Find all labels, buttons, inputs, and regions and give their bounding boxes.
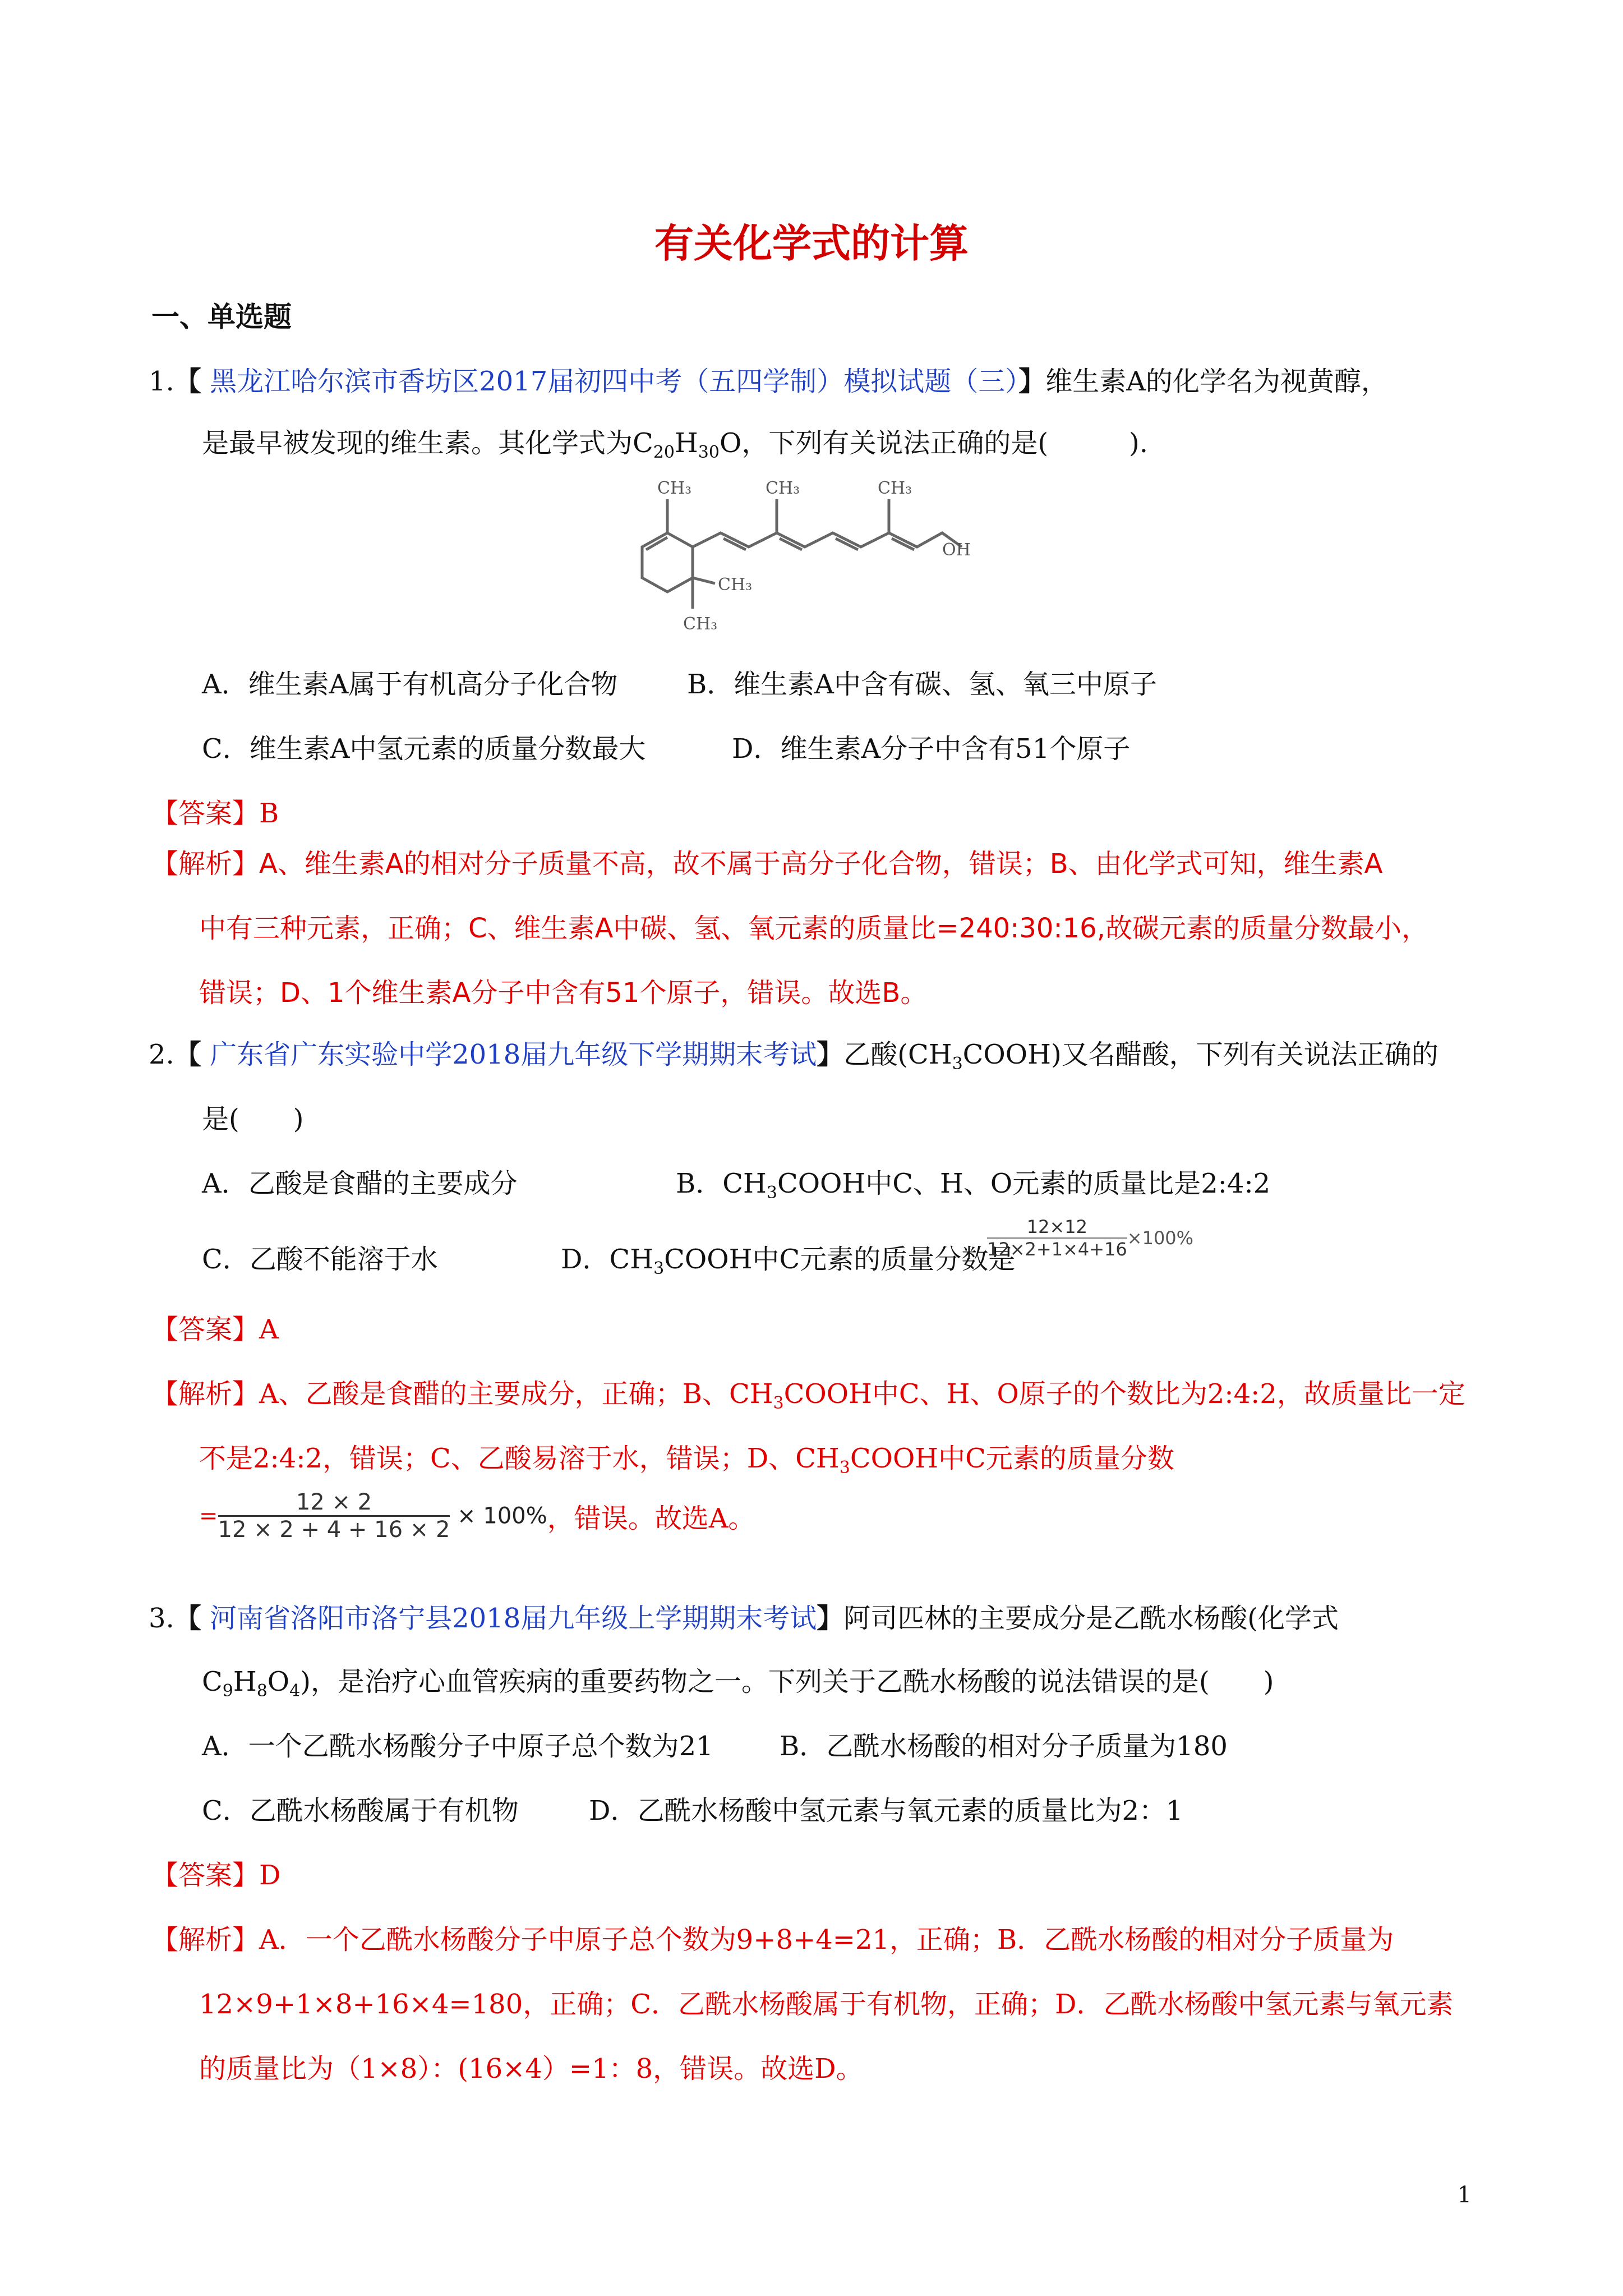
q2-pct: × 100% bbox=[450, 1503, 547, 1529]
q2-option-d bbox=[561, 1243, 1015, 1276]
q2-option-a: A．乙酸是食醋的主要成分 bbox=[202, 1168, 518, 1199]
mol-ch3-1: CH₃ bbox=[657, 478, 692, 498]
q3-analysis-3: 的质量比为（1×8）：(16×4）=1：8，错误。故选D。 bbox=[199, 2053, 863, 2085]
q2-analysis-2sub: 3 bbox=[839, 1458, 850, 1478]
q1-analysis-text-1: A、维生素A的相对分子质量不高，故不属于高分子化合物，错误；B、由化学式可知，维生素A bbox=[259, 848, 1383, 880]
q1-header bbox=[149, 365, 1388, 398]
q1-option-c: C．维生素A中氢元素的质量分数最大 bbox=[202, 733, 646, 765]
q2-analysis-label: 【解析】 bbox=[151, 1378, 260, 1410]
q1-answer-value: B bbox=[259, 798, 279, 829]
q3-option-b: B．乙酰水杨酸的相对分子质量为180 bbox=[780, 1731, 1228, 1762]
q3-stem-a: 阿司匹林的主要成分是乙酰水杨酸(化学式 bbox=[843, 1603, 1339, 1634]
q3-analysis-2: 12×9+1×8+16×4=180，正确；C．乙酰水杨酸属于有机物，正确；D．乙酰水杨酸中氢元素与氧元素 bbox=[199, 1989, 1454, 2020]
q2-answer-value: A bbox=[259, 1314, 279, 1345]
q2-analysis-2 bbox=[199, 1442, 1174, 1478]
q1-answer bbox=[151, 797, 279, 830]
q2-optd-1: D．CH bbox=[561, 1244, 654, 1275]
q3-bracket-open: 【 bbox=[174, 1603, 201, 1634]
retinol-structure-image bbox=[628, 471, 976, 645]
q2-optd-pct: ×100% bbox=[1127, 1227, 1194, 1249]
q1-stem-a: 维生素A的化学名为视黄醇， bbox=[1045, 366, 1388, 397]
q1-analysis-3: 错误；D、1个维生素A分子中含有51个原子，错误。故选B。 bbox=[199, 977, 928, 1009]
q2-optd-frac-num: 12×12 bbox=[987, 1216, 1127, 1239]
q2-analysis-2a: 不是2:4:2，错误；C、乙酸易溶于水，错误；D、CH bbox=[199, 1443, 840, 1474]
q1-sub2: 30 bbox=[698, 443, 720, 462]
q1-mid: H bbox=[674, 427, 698, 459]
q2-option-b bbox=[676, 1167, 1271, 1203]
q3-s3: 4 bbox=[289, 1681, 301, 1701]
page-title: 有关化学式的计算 bbox=[654, 220, 969, 266]
q1-answer-label: 【答案】 bbox=[151, 798, 260, 829]
mol-oh: OH bbox=[942, 540, 971, 560]
q1-stem-b2: O，下列有关说法正确的是( ). bbox=[719, 427, 1149, 459]
q1-bracket-close: 】 bbox=[1018, 366, 1046, 397]
q2-analysis-3-text: ，错误。故选A。 bbox=[547, 1503, 755, 1534]
section-heading: 一、单选题 bbox=[151, 301, 292, 333]
q2-answer bbox=[151, 1313, 279, 1346]
mol-ch3-3: CH₃ bbox=[878, 478, 912, 498]
mol-ch3-2: CH₃ bbox=[766, 478, 800, 498]
q2-analysis-3 bbox=[199, 1489, 755, 1543]
q3-o: O bbox=[267, 1666, 290, 1697]
q2-bracket-close: 】 bbox=[817, 1039, 844, 1070]
q3-analysis-text-1: A．一个乙酰水杨酸分子中原子总个数为9+8+4=21，正确；B．乙酰水杨酸的相对分子质量为 bbox=[259, 1924, 1394, 1955]
q1-option-a: A．维生素A属于有机高分子化合物 bbox=[202, 669, 618, 700]
q2-stem-sub: 3 bbox=[952, 1054, 963, 1074]
q2-optd-sub: 3 bbox=[653, 1259, 665, 1278]
mol-ch3-4: CH₃ bbox=[718, 575, 753, 595]
q2-option-c: C．乙酸不能溶于水 bbox=[202, 1244, 438, 1275]
q2-analysis-1a: A、乙酸是食醋的主要成分，正确；B、CH bbox=[259, 1378, 773, 1410]
q3-s2: 8 bbox=[256, 1681, 268, 1701]
q3-analysis-label: 【解析】 bbox=[151, 1924, 260, 1955]
q2-stem-b: 是( ) bbox=[202, 1103, 304, 1135]
q2-optd-frac-den: 12×2+1×4+16 bbox=[987, 1239, 1127, 1260]
q3-option-a: A．一个乙酰水杨酸分子中原子总个数为21 bbox=[202, 1731, 713, 1762]
q3-header bbox=[149, 1602, 1339, 1635]
q1-sub1: 20 bbox=[653, 443, 675, 462]
q1-bracket-open: 【 bbox=[174, 366, 201, 397]
q3-number: 3. bbox=[149, 1603, 174, 1634]
q3-answer bbox=[151, 1858, 281, 1892]
q3-answer-label: 【答案】 bbox=[151, 1860, 260, 1891]
q2-answer-label: 【答案】 bbox=[151, 1314, 260, 1345]
q1-number: 1. bbox=[149, 366, 174, 397]
q2-analysis-2b: COOH中C元素的质量分数 bbox=[850, 1443, 1174, 1474]
q2-analysis-1sub: 3 bbox=[773, 1393, 784, 1413]
mol-ch3-5: CH₃ bbox=[683, 614, 718, 634]
q2-frac-den: 12 × 2 + 4 + 16 × 2 bbox=[218, 1517, 450, 1543]
q3-s1: 9 bbox=[222, 1681, 233, 1701]
q3-answer-value: D bbox=[259, 1860, 281, 1891]
q3-stem-b bbox=[202, 1665, 1274, 1699]
q3-analysis-1 bbox=[151, 1923, 1394, 1957]
q2-eq: = bbox=[199, 1503, 218, 1529]
q3-option-c: C．乙酰水杨酸属于有机物 bbox=[202, 1795, 519, 1826]
q2-header bbox=[149, 1038, 1438, 1074]
q3-source: 河南省洛阳市洛宁县2018届九年级上学期期末考试 bbox=[201, 1603, 817, 1634]
q2-source: 广东省广东实验中学2018届九年级下学期期末考试 bbox=[201, 1039, 817, 1070]
q1-option-d: D．维生素A分子中含有51个原子 bbox=[732, 733, 1131, 765]
q2-optb-sub: 3 bbox=[766, 1183, 777, 1203]
q2-analysis-1 bbox=[151, 1377, 1465, 1411]
q2-optb-2: COOH中C、H、O元素的质量比是2:4:2 bbox=[777, 1168, 1271, 1199]
q1-option-b: B．维生素A中含有碳、氢、氧三中原子 bbox=[687, 669, 1157, 700]
page-number: 1 bbox=[1457, 2182, 1472, 2208]
q1-analysis-1 bbox=[151, 847, 1382, 881]
q3-c: C bbox=[202, 1666, 223, 1697]
q2-bracket-open: 【 bbox=[174, 1039, 201, 1070]
q3-stem-b4: )，是治疗心血管疾病的重要药物之一。下列关于乙酰水杨酸的说法错误的是( ) bbox=[300, 1666, 1274, 1697]
q2-number: 2. bbox=[149, 1039, 174, 1070]
q2-optd-2: COOH中C元素的质量分数是 bbox=[664, 1244, 1016, 1275]
q1-analysis-2: 中有三种元素，正确；C、维生素A中碳、氢、氧元素的质量比=240:30:16,故碳元素的质量分数最小， bbox=[199, 913, 1428, 944]
q3-h: H bbox=[233, 1666, 257, 1697]
q2-analysis-1b: COOH中C、H、O原子的个数比为2:4:2，故质量比一定 bbox=[783, 1378, 1465, 1410]
q1-analysis-label: 【解析】 bbox=[151, 848, 260, 880]
q1-source: 黑龙江哈尔滨市香坊区2017届初四中考（五四学制）模拟试题（三） bbox=[201, 366, 1019, 397]
q3-bracket-close: 】 bbox=[817, 1603, 844, 1634]
q2-frac-num: 12 × 2 bbox=[218, 1489, 450, 1517]
q2-stem-a2: COOH)又名醋酸，下列有关说法正确的 bbox=[962, 1039, 1438, 1070]
q1-stem-b1: 是最早被发现的维生素。其化学式为C bbox=[202, 427, 653, 459]
q2-stem-a1: 乙酸(CH bbox=[843, 1039, 952, 1070]
q2-optb-1: B．CH bbox=[676, 1168, 767, 1199]
q1-stem-b bbox=[202, 426, 1148, 460]
q2-optd-fraction bbox=[987, 1216, 1193, 1260]
q3-option-d: D．乙酰水杨酸中氢元素与氧元素的质量比为2：1 bbox=[589, 1795, 1183, 1826]
